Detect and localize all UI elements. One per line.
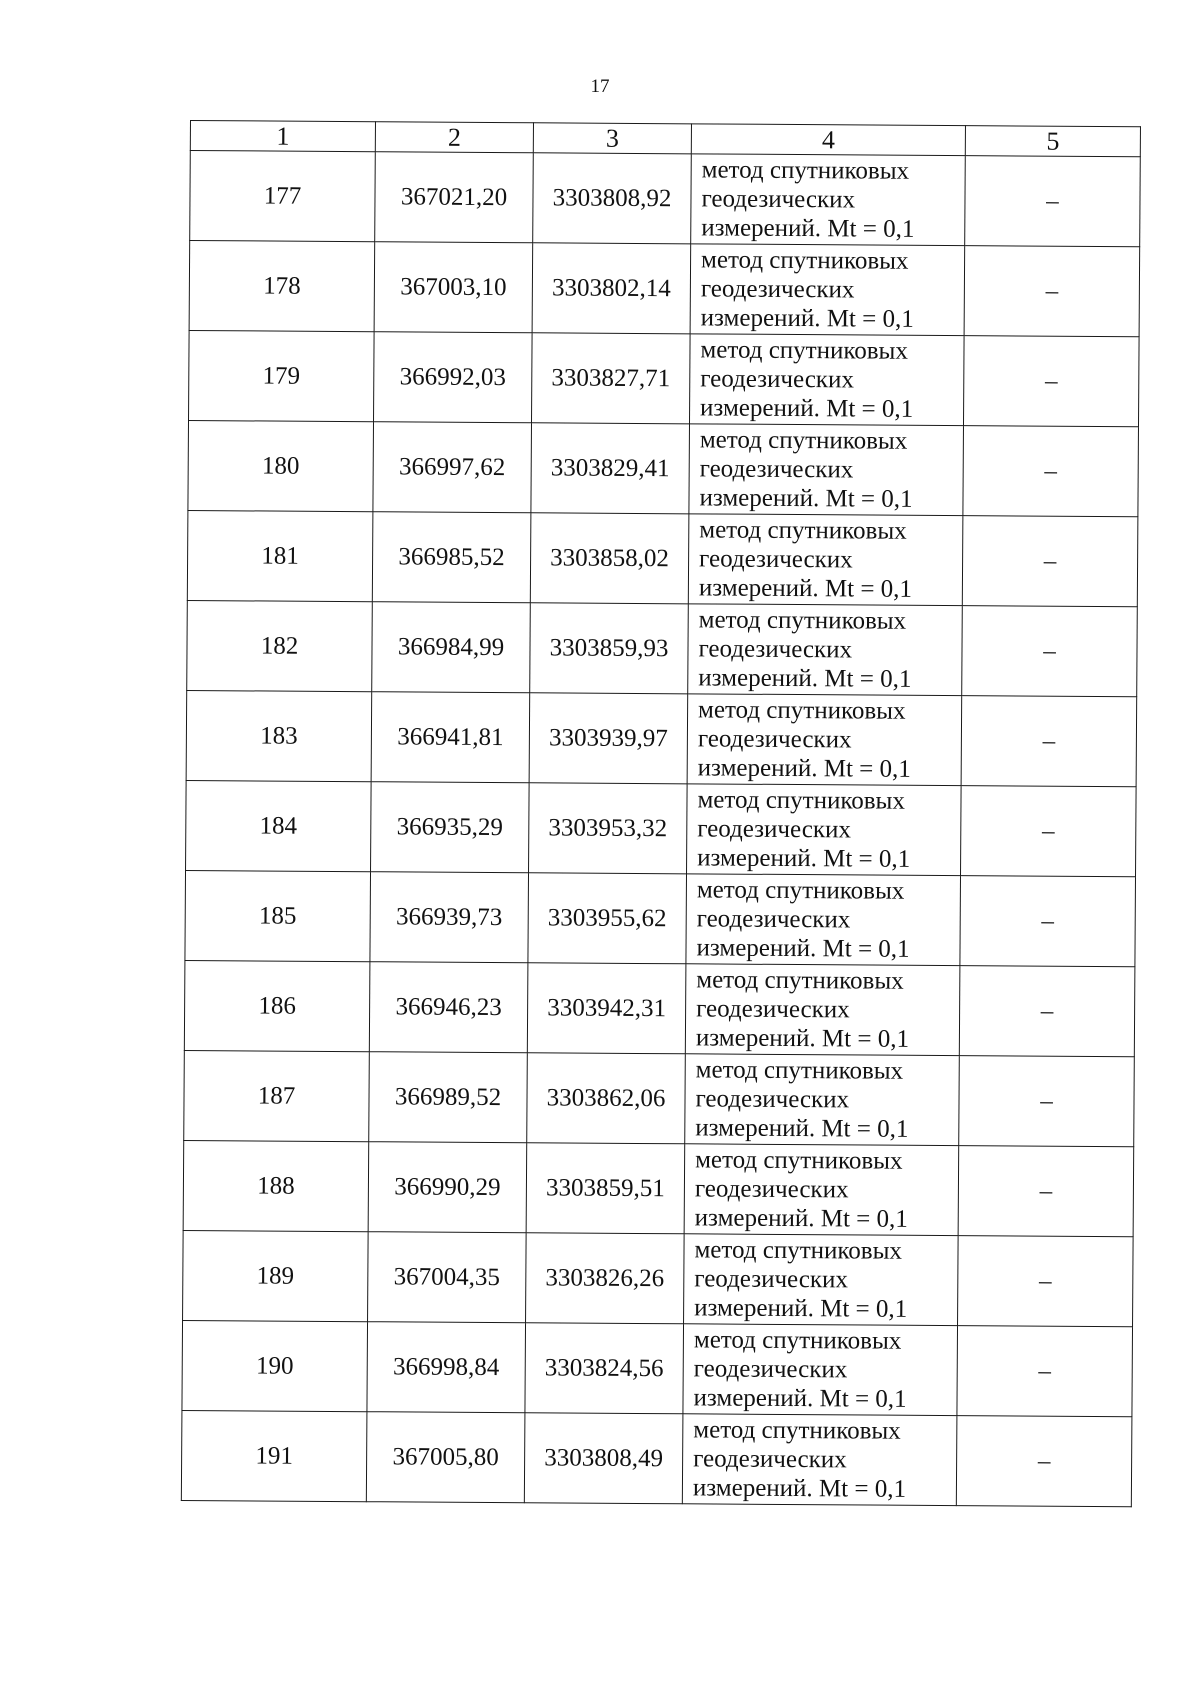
point-number-cell: 182: [187, 600, 373, 691]
note-cell: –: [956, 1416, 1132, 1507]
column-header-5: 5: [965, 126, 1140, 157]
method-line: метод спутниковых: [695, 1056, 904, 1085]
point-number-cell: 188: [183, 1140, 369, 1231]
method-line: геодезических: [700, 275, 855, 304]
method-cell: [687, 784, 962, 876]
point-number-cell: 189: [183, 1230, 369, 1321]
note-cell: –: [957, 1326, 1133, 1417]
method-line: метод спутниковых: [699, 516, 907, 545]
table-row: [187, 510, 1138, 606]
method-line: геодезических: [696, 905, 851, 934]
note-cell: –: [959, 966, 1135, 1057]
method-line: метод спутниковых: [698, 606, 907, 635]
point-number-cell: 187: [184, 1050, 370, 1141]
x-coordinate-cell: 367003,10: [374, 242, 533, 333]
y-coordinate-cell: 3303808,92: [533, 153, 692, 244]
method-cell: [688, 604, 963, 696]
column-header-1: 1: [190, 121, 375, 152]
method-line: геодезических: [699, 545, 853, 574]
note-cell: –: [962, 606, 1138, 697]
table-row: [183, 1230, 1134, 1326]
note-cell: –: [961, 696, 1137, 787]
x-coordinate-cell: 366990,29: [368, 1142, 527, 1233]
method-line: геодезических: [693, 1355, 848, 1384]
point-number-cell: 180: [188, 420, 374, 511]
method-line: измерений. Mt = 0,1: [694, 1204, 908, 1233]
method-line: геодезических: [699, 455, 854, 484]
note-cell: –: [963, 426, 1139, 517]
column-header-3: 3: [533, 123, 691, 154]
method-cell: [682, 1414, 957, 1506]
y-coordinate-cell: 3303827,71: [531, 333, 690, 424]
method-line: геодезических: [697, 725, 852, 754]
method-line: измерений. Mt = 0,1: [694, 1294, 908, 1323]
method-line: метод спутниковых: [700, 246, 909, 275]
x-coordinate-cell: 366939,73: [370, 872, 529, 963]
method-cell: [689, 334, 964, 426]
method-line: метод спутниковых: [697, 786, 905, 815]
table-row: [185, 870, 1136, 966]
method-line: измерений. Mt = 0,1: [696, 934, 910, 963]
note-cell: –: [959, 1056, 1135, 1147]
method-line: геодезических: [701, 185, 856, 214]
point-number-cell: 190: [182, 1320, 368, 1411]
column-header-2: 2: [375, 122, 533, 153]
method-cell: [687, 694, 962, 786]
method-cell: [684, 1234, 959, 1326]
method-cell: [688, 514, 963, 606]
method-line: измерений. Mt = 0,1: [695, 1024, 910, 1053]
method-line: метод спутниковых: [698, 696, 906, 725]
method-line: геодезических: [700, 365, 854, 394]
coordinates-table: [181, 120, 1141, 1507]
page-number: 17: [590, 76, 610, 97]
note-cell: –: [962, 516, 1138, 607]
table-row: [183, 1140, 1134, 1236]
x-coordinate-cell: 366998,84: [367, 1322, 526, 1413]
method-line: геодезических: [698, 635, 853, 664]
note-cell: –: [965, 156, 1141, 247]
note-cell: –: [958, 1236, 1134, 1327]
method-line: измерений. Mt = 0,1: [692, 1474, 907, 1503]
table-row: [189, 330, 1140, 426]
method-cell: [691, 154, 966, 246]
y-coordinate-cell: 3303939,97: [529, 693, 688, 784]
y-coordinate-cell: 3303859,51: [526, 1143, 685, 1234]
note-cell: –: [963, 336, 1139, 427]
x-coordinate-cell: 367021,20: [375, 152, 534, 243]
method-line: метод спутниковых: [693, 1326, 902, 1355]
method-cell: [685, 964, 960, 1056]
x-coordinate-cell: 367004,35: [368, 1232, 527, 1323]
x-coordinate-cell: 366935,29: [371, 782, 530, 873]
method-line: геодезических: [694, 1265, 849, 1294]
table-row: [187, 600, 1138, 696]
y-coordinate-cell: 3303829,41: [531, 423, 690, 514]
y-coordinate-cell: 3303808,49: [524, 1413, 683, 1504]
table-row: [188, 420, 1139, 516]
y-coordinate-cell: 3303862,06: [527, 1053, 686, 1144]
table-row: [184, 1050, 1135, 1146]
point-number-cell: 178: [189, 241, 375, 332]
y-coordinate-cell: 3303955,62: [528, 873, 687, 964]
y-coordinate-cell: 3303826,26: [526, 1233, 685, 1324]
method-line: измерений. Mt = 0,1: [693, 1384, 907, 1413]
method-line: метод спутниковых: [694, 1236, 903, 1265]
method-line: геодезических: [696, 995, 850, 1024]
y-coordinate-cell: 3303859,93: [530, 603, 689, 694]
table-row: [190, 151, 1141, 247]
method-line: метод спутниковых: [696, 876, 905, 905]
note-cell: –: [960, 876, 1136, 967]
method-cell: [684, 1144, 959, 1236]
method-cell: [690, 244, 965, 336]
method-line: измерений. Mt = 0,1: [698, 664, 912, 693]
method-line: измерений. Mt = 0,1: [700, 304, 914, 333]
method-line: измерений. Mt = 0,1: [697, 844, 911, 873]
y-coordinate-cell: 3303824,56: [525, 1323, 684, 1414]
table-row: [189, 241, 1140, 337]
point-number-cell: 191: [181, 1410, 367, 1501]
x-coordinate-cell: 366992,03: [374, 332, 533, 423]
point-number-cell: 181: [187, 510, 373, 601]
method-cell: [689, 424, 964, 516]
method-line: метод спутниковых: [700, 336, 908, 365]
method-line: геодезических: [695, 1085, 850, 1114]
y-coordinate-cell: 3303942,31: [527, 963, 686, 1054]
point-number-cell: 177: [190, 151, 376, 242]
method-cell: [685, 1054, 960, 1146]
x-coordinate-cell: 366989,52: [369, 1052, 528, 1143]
method-line: геодезических: [697, 815, 851, 844]
x-coordinate-cell: 366997,62: [373, 422, 532, 513]
method-line: измерений. Mt = 0,1: [695, 1114, 909, 1143]
method-cell: [683, 1324, 958, 1416]
method-line: измерений. Mt = 0,1: [701, 214, 915, 243]
note-cell: –: [958, 1146, 1134, 1237]
x-coordinate-cell: 366985,52: [372, 512, 531, 603]
point-number-cell: 184: [186, 780, 372, 871]
method-cell: [686, 874, 961, 966]
y-coordinate-cell: 3303858,02: [530, 513, 689, 604]
x-coordinate-cell: 366946,23: [369, 962, 528, 1053]
method-line: измерений. Mt = 0,1: [698, 574, 913, 603]
column-header-4: 4: [691, 124, 965, 156]
method-line: геодезических: [694, 1175, 849, 1204]
point-number-cell: 185: [185, 870, 371, 961]
x-coordinate-cell: 366984,99: [372, 602, 531, 693]
x-coordinate-cell: 366941,81: [371, 692, 530, 783]
note-cell: –: [961, 786, 1137, 877]
method-line: геодезических: [693, 1445, 847, 1474]
method-line: измерений. Mt = 0,1: [697, 754, 911, 783]
note-cell: –: [964, 246, 1140, 337]
point-number-cell: 179: [189, 330, 375, 421]
method-line: измерений. Mt = 0,1: [699, 484, 913, 513]
method-line: метод спутниковых: [701, 156, 910, 185]
table-row: [182, 1320, 1133, 1416]
table-body: [181, 151, 1140, 1507]
y-coordinate-cell: 3303953,32: [529, 783, 688, 874]
table-row: [186, 690, 1137, 786]
x-coordinate-cell: 367005,80: [366, 1412, 525, 1503]
y-coordinate-cell: 3303802,14: [532, 243, 691, 334]
table-row: [181, 1410, 1132, 1506]
method-line: метод спутниковых: [695, 1146, 903, 1175]
method-line: измерений. Mt = 0,1: [700, 394, 914, 423]
table-row: [186, 780, 1137, 876]
method-line: метод спутниковых: [693, 1416, 901, 1445]
point-number-cell: 183: [186, 690, 372, 781]
method-line: метод спутниковых: [696, 966, 904, 995]
method-line: метод спутниковых: [699, 426, 908, 455]
table-row: [184, 960, 1135, 1056]
point-number-cell: 186: [184, 960, 370, 1051]
